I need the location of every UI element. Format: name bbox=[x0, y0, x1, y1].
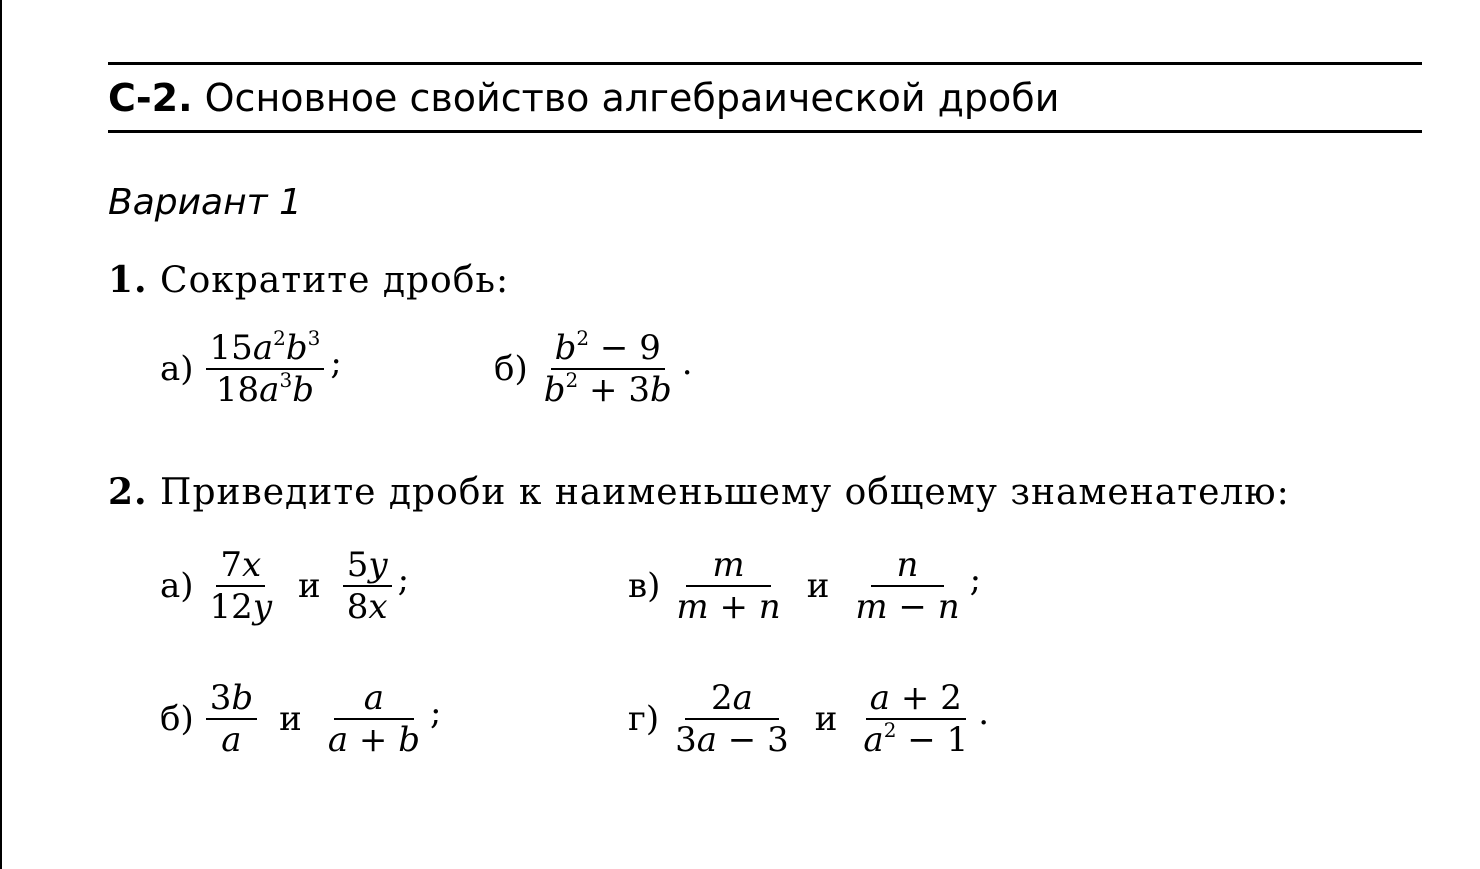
fraction bbox=[859, 678, 972, 760]
numerator: m bbox=[686, 545, 770, 587]
denominator: $b^2 + 3b$ bbox=[543, 368, 672, 410]
punctuation: ; bbox=[969, 560, 982, 600]
section-code: С-2. bbox=[108, 76, 193, 120]
task-2-item-g bbox=[628, 678, 989, 760]
task-2-item-a bbox=[160, 545, 409, 627]
punctuation: . bbox=[978, 693, 990, 733]
fraction bbox=[343, 545, 392, 627]
denominator: 12y bbox=[209, 587, 273, 627]
numerator: n bbox=[871, 545, 945, 587]
task-2-heading bbox=[108, 468, 1290, 517]
conjunction: и bbox=[298, 566, 321, 606]
numerator: a + 2 bbox=[866, 678, 966, 720]
conjunction: и bbox=[814, 699, 838, 739]
numerator: $b^2 - 9$ bbox=[551, 328, 665, 370]
task-2-item-b bbox=[160, 678, 441, 760]
item-label: б) bbox=[494, 349, 528, 389]
page-left-border bbox=[0, 0, 2, 869]
conjunction: и bbox=[806, 566, 830, 606]
item-label: в) bbox=[628, 566, 661, 606]
task-2-text: Приведите дроби к наименьшему общему знаменателю: bbox=[160, 472, 1290, 513]
item-label: г) bbox=[628, 699, 660, 739]
numerator: a bbox=[334, 678, 414, 720]
numerator: 2a bbox=[685, 678, 779, 720]
fraction bbox=[206, 328, 325, 410]
punctuation: ; bbox=[330, 343, 342, 383]
fraction bbox=[206, 545, 276, 627]
fraction bbox=[206, 678, 257, 760]
denominator: a + b bbox=[327, 720, 420, 760]
fraction bbox=[324, 678, 424, 760]
variant-label: Вариант 1 bbox=[108, 182, 302, 223]
punctuation: ; bbox=[397, 560, 410, 600]
section-title bbox=[108, 72, 1059, 124]
fraction bbox=[851, 545, 963, 627]
punctuation: ; bbox=[429, 693, 442, 733]
item-label: а) bbox=[160, 566, 194, 606]
punctuation: . bbox=[681, 343, 693, 383]
task-1-item-b bbox=[494, 328, 693, 410]
numerator: 7x bbox=[216, 545, 265, 587]
task-1-text: Сократите дробь: bbox=[160, 260, 510, 301]
header-bottom-rule bbox=[108, 130, 1422, 133]
numerator: 3b bbox=[206, 678, 257, 720]
fraction bbox=[671, 678, 793, 760]
task-2-number: 2. bbox=[108, 471, 148, 513]
denominator: 8x bbox=[346, 587, 388, 627]
denominator: $18a^3b$ bbox=[215, 368, 314, 410]
denominator: m − n bbox=[855, 587, 960, 627]
conjunction: и bbox=[279, 699, 302, 739]
fraction bbox=[540, 328, 676, 410]
denominator: m + n bbox=[676, 587, 781, 627]
task-1-number: 1. bbox=[108, 259, 148, 301]
denominator: $a^2 - 1$ bbox=[863, 718, 969, 760]
numerator: 5y bbox=[343, 545, 392, 587]
numerator: $15a^2b^3$ bbox=[206, 328, 325, 370]
section-title-text: Основное свойство алгебраической дроби bbox=[204, 76, 1060, 120]
item-label: б) bbox=[160, 699, 194, 739]
header-top-rule bbox=[108, 62, 1422, 65]
denominator: a bbox=[221, 720, 242, 760]
task-1-heading bbox=[108, 256, 509, 305]
denominator: 3a − 3 bbox=[675, 720, 789, 760]
fraction bbox=[672, 545, 784, 627]
task-1-item-a bbox=[160, 328, 342, 410]
task-2-item-v bbox=[628, 545, 981, 627]
item-label: а) bbox=[160, 349, 194, 389]
